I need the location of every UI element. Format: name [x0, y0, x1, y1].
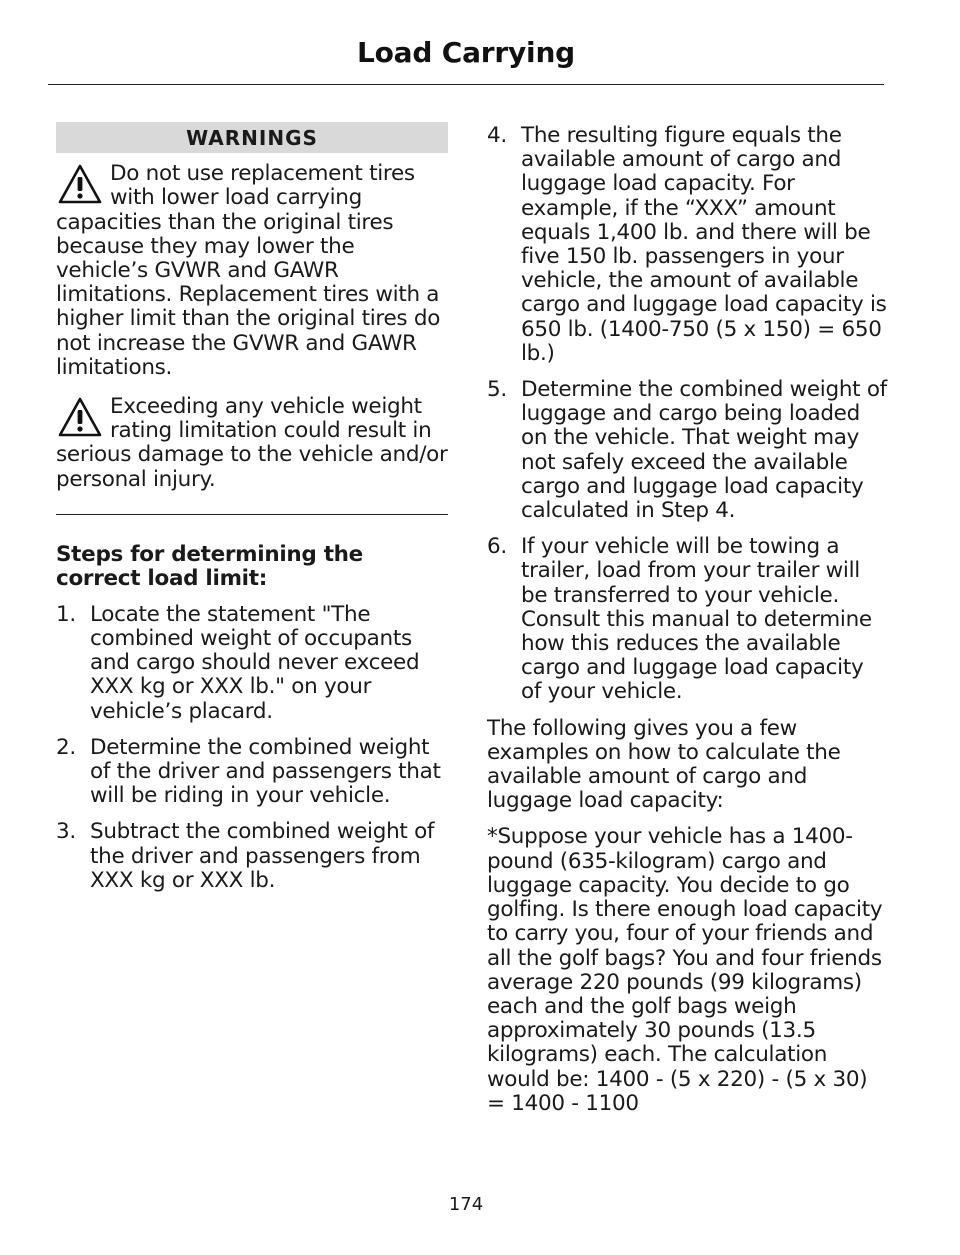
warning-triangle-icon — [56, 162, 104, 208]
warning-item — [56, 395, 448, 492]
title-divider — [48, 84, 884, 85]
right-column — [487, 124, 887, 1128]
left-column — [56, 122, 448, 905]
list-item — [487, 535, 887, 704]
warning-text: Exceeding any vehicle weight rating limitation could result in serious damage to the vehicle and/or personal injury. — [56, 394, 448, 492]
step-number: 4. — [487, 123, 507, 148]
warning-item — [56, 162, 448, 380]
list-item — [487, 378, 887, 523]
list-item — [56, 603, 448, 724]
warning-triangle-icon — [56, 395, 104, 441]
steps-list-continued — [487, 124, 887, 705]
page-number: 174 — [448, 1194, 484, 1215]
step-text: The resulting figure equals the available amount of cargo and luggage load capacity. For example, if the “XXX” amount equals 1,400 lb. and there will be five 150 lb. passengers in your vehicle, the amount of available cargo and luggage load capacity is 650 lb. (1400-750 (5 x 150) = 650 lb.) — [521, 123, 887, 366]
step-number: 6. — [487, 534, 507, 560]
list-item — [56, 736, 448, 809]
step-number: 3. — [56, 819, 76, 845]
list-item — [487, 124, 887, 366]
step-text: Determine the combined weight of the driver and passengers that will be riding in your vehicle. — [90, 734, 441, 809]
body-paragraph: The following gives you a few examples on how to calculate the available amount of cargo and luggage load capacity: — [487, 715, 841, 814]
step-text: Determine the combined weight of luggage and cargo being loaded on the vehicle. That weight may not safely exceed the available cargo and luggage load capacity calculated in Step 4. — [521, 377, 887, 524]
body-paragraph: *Suppose your vehicle has a 1400-pound (635-kilogram) cargo and luggage capacity. You decide to go golfing. Is there enough load capacity to carry you, four of your friends and all the golf bags? You and four friends average 220 pounds (99 kilograms) each and the golf bags weigh approximately 30 pounds (13.5 kilograms) each. The calculation would be: 1400 - (5 x 220) - (5 x 30) = 1400 - 1100 — [487, 824, 883, 1116]
step-number: 2. — [56, 734, 76, 760]
section-divider — [56, 514, 448, 515]
list-item — [56, 820, 448, 893]
step-number: 5. — [487, 377, 507, 403]
steps-list — [56, 603, 448, 893]
page-title: Load Carrying — [356, 36, 576, 69]
warnings-heading: WARNINGS — [56, 122, 448, 153]
warning-text: Do not use replacement tires with lower load carrying capacities than the original tires because they may lower the vehicle’s GVWR and GAWR limitations. Replacement tires with a higher limit than the original tires do not increase the GVWR and GAWR limitations. — [56, 161, 441, 380]
step-text: If your vehicle will be towing a trailer, load from your trailer will be transferred to your vehicle. Consult this manual to determine how this reduces the available cargo and luggage load capacity of your vehicle. — [521, 534, 872, 705]
step-text: Subtract the combined weight of the driver and passengers from XXX kg or XXX lb. — [90, 819, 435, 893]
step-text: Locate the statement "The combined weight of occupants and cargo should never exceed XXX kg or XXX lb." on your vehicle’s placard. — [90, 601, 420, 724]
step-number: 1. — [56, 601, 76, 627]
section-heading: Steps for determining the correct load limit: — [56, 541, 363, 591]
